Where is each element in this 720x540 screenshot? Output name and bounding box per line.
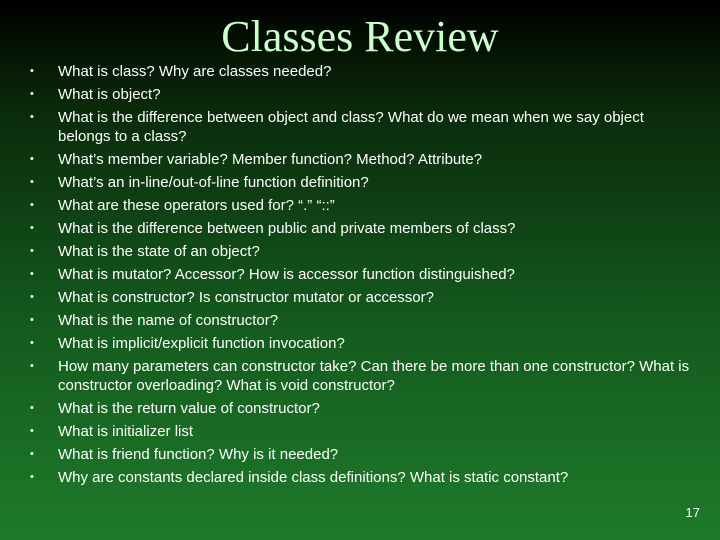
list-item <box>0 334 720 353</box>
bullet-text: What is the difference between public and private members of class? <box>58 220 516 237</box>
list-item <box>0 242 720 261</box>
list-item <box>0 468 720 487</box>
list-item <box>0 399 720 418</box>
bullet-icon: • <box>30 245 34 257</box>
list-item <box>0 150 720 169</box>
bullet-icon: • <box>30 337 34 349</box>
bullet-text: How many parameters can constructor take? Can there be more than one constructor? What is constructor overloading? What is void constructor? <box>58 358 690 394</box>
bullet-icon: • <box>30 471 34 483</box>
bullet-icon: • <box>30 111 34 123</box>
bullet-text: What is friend function? Why is it needed? <box>58 446 339 463</box>
list-item <box>0 85 720 104</box>
bullet-text: What is the state of an object? <box>58 243 260 260</box>
bullet-text: What is initializer list <box>58 423 194 440</box>
bullet-text: What is object? <box>58 86 161 103</box>
bullet-text: What is the return value of constructor? <box>58 400 320 417</box>
list-item <box>0 219 720 238</box>
list-item <box>0 357 720 395</box>
bullet-icon: • <box>30 402 34 414</box>
bullet-icon: • <box>30 65 34 77</box>
list-item <box>0 311 720 330</box>
list-item <box>0 173 720 192</box>
bullet-icon: • <box>30 153 34 165</box>
bullet-icon: • <box>30 268 34 280</box>
list-item <box>0 196 720 215</box>
bullet-icon: • <box>30 448 34 460</box>
bullet-text: What is the difference between object and class? What do we mean when we say object belongs to a class? <box>58 109 644 145</box>
bullet-text: What’s an in-line/out-of-line function definition? <box>58 174 369 191</box>
bullet-icon: • <box>30 360 34 372</box>
bullet-text: Why are constants declared inside class definitions? What is static constant? <box>58 469 569 486</box>
bullet-list <box>0 62 720 491</box>
page-number: 17 <box>685 505 700 520</box>
bullet-icon: • <box>30 199 34 211</box>
bullet-icon: • <box>30 425 34 437</box>
list-item <box>0 108 720 146</box>
bullet-text: What is the name of constructor? <box>58 312 279 329</box>
bullet-icon: • <box>30 176 34 188</box>
list-item <box>0 265 720 284</box>
bullet-text: What is mutator? Accessor? How is accessor function distinguished? <box>58 266 515 283</box>
bullet-icon: • <box>30 88 34 100</box>
bullet-icon: • <box>30 314 34 326</box>
bullet-text: What is class? Why are classes needed? <box>58 63 332 80</box>
list-item <box>0 62 720 81</box>
bullet-icon: • <box>30 222 34 234</box>
list-item <box>0 422 720 441</box>
slide-title: Classes Review <box>221 12 499 61</box>
bullet-icon: • <box>30 291 34 303</box>
bullet-text: What are these operators used for? “.” “::” <box>58 197 335 214</box>
list-item <box>0 288 720 307</box>
bullet-text: What is constructor? Is constructor mutator or accessor? <box>58 289 434 306</box>
bullet-text: What’s member variable? Member function? Method? Attribute? <box>58 151 483 168</box>
bullet-text: What is implicit/explicit function invocation? <box>58 335 345 352</box>
list-item <box>0 445 720 464</box>
